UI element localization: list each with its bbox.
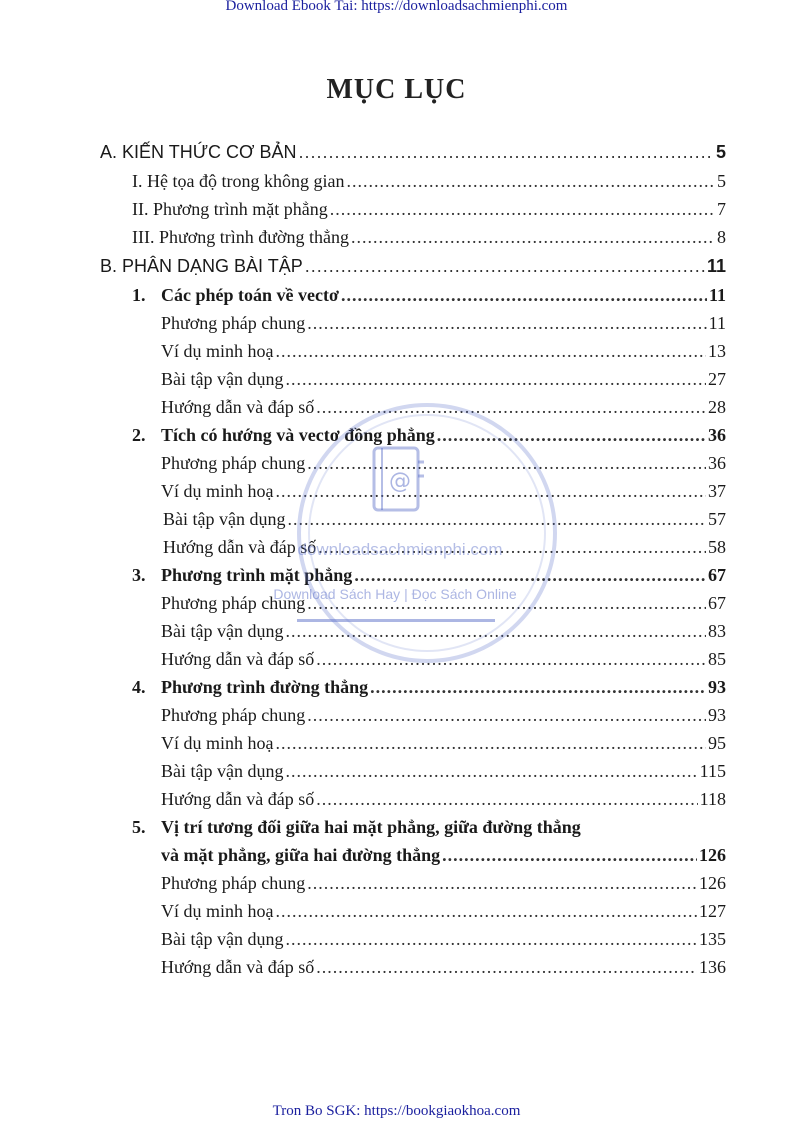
leader-dots — [285, 761, 697, 782]
toc-page-number: 93 — [708, 677, 726, 697]
watermark-site: downloadsachmienphi.com — [297, 540, 503, 559]
leader-dots — [316, 397, 706, 418]
toc-item[interactable] — [161, 397, 726, 423]
toc-item[interactable] — [161, 621, 726, 647]
toc-item[interactable] — [161, 453, 726, 479]
toc-page-number: 36 — [708, 425, 726, 445]
toc-page-number: 27 — [708, 369, 726, 389]
toc-page-number: 57 — [708, 509, 726, 529]
toc-item-label: Hướng dẫn và đáp số — [161, 789, 315, 809]
leader-dots — [316, 789, 697, 810]
toc-page-number: 5 — [717, 171, 726, 191]
toc-page-number: 11 — [706, 256, 726, 276]
toc-page-number: 136 — [699, 957, 726, 977]
toc-item-label: Bài tập vận dụng — [161, 761, 284, 781]
toc-page-number: 85 — [708, 649, 726, 669]
toc-page-number: 28 — [708, 397, 726, 417]
toc-section-label: A. KIẾN THỨC CƠ BẢN — [100, 142, 297, 162]
toc-page-number: 5 — [715, 142, 726, 162]
toc-chapter-4[interactable] — [132, 677, 726, 703]
toc-page-number: 67 — [708, 593, 726, 613]
toc-page-number: 8 — [717, 227, 726, 247]
toc-item-label: Hướng dẫn và đáp số — [163, 537, 317, 557]
toc-item-label: Phương pháp chung — [161, 705, 306, 725]
leader-dots — [354, 565, 706, 586]
leader-dots — [285, 369, 706, 390]
toc-page-number: 11 — [708, 313, 726, 333]
toc-item-label: Phương pháp chung — [161, 873, 306, 893]
chapter-number: 4. — [132, 677, 146, 697]
chapter-number: 3. — [132, 565, 146, 585]
toc-item-label: Phương pháp chung — [161, 453, 306, 473]
chapter-title: Các phép toán về vectơ — [161, 285, 339, 305]
leader-dots — [442, 845, 697, 866]
leader-dots — [330, 199, 715, 220]
leader-dots — [346, 171, 715, 192]
toc-item-label: Bài tập vận dụng — [163, 509, 286, 529]
toc-item-label: Hướng dẫn và đáp số — [161, 397, 315, 417]
chapter-title: Tích có hướng và vectơ đồng phẳng — [161, 425, 435, 445]
toc-page-number: 127 — [699, 901, 726, 921]
toc-item-label: III. Phương trình đường thẳng — [132, 227, 350, 247]
chapter-number: 5. — [132, 817, 146, 837]
watermark-underline — [297, 619, 495, 622]
leader-dots — [316, 957, 697, 978]
toc-page-number: 7 — [717, 199, 726, 219]
toc-item-label: Bài tập vận dụng — [161, 621, 284, 641]
toc-item[interactable] — [161, 929, 726, 955]
toc-page-number: 36 — [708, 453, 726, 473]
toc-page-number: 11 — [708, 285, 726, 305]
toc-page-number: 126 — [699, 845, 726, 865]
toc-page-number: 58 — [708, 537, 726, 557]
toc-page-number: 135 — [699, 929, 726, 949]
toc-section-b[interactable] — [100, 256, 726, 282]
toc-item-label: Ví dụ minh hoạ — [161, 341, 274, 361]
toc-page-number: 83 — [708, 621, 726, 641]
leader-dots — [285, 621, 706, 642]
toc-item[interactable] — [132, 199, 726, 225]
toc-item-label: Ví dụ minh hoạ — [161, 481, 274, 501]
leader-dots — [437, 425, 706, 446]
leader-dots — [285, 929, 697, 950]
toc-item-label: Bài tập vận dụng — [161, 369, 284, 389]
toc-section-a[interactable] — [100, 142, 726, 168]
toc-item-label: Ví dụ minh hoạ — [161, 733, 274, 753]
leader-dots — [307, 453, 706, 474]
leader-dots — [307, 873, 697, 894]
toc-item[interactable] — [161, 873, 726, 899]
chapter-number: 1. — [132, 285, 146, 305]
leader-dots — [307, 705, 706, 726]
toc-chapter-1[interactable] — [132, 285, 726, 311]
toc-item[interactable] — [161, 789, 726, 815]
leader-dots — [351, 227, 715, 248]
leader-dots — [276, 901, 698, 922]
toc-item[interactable] — [161, 901, 726, 927]
chapter-title: Phương trình đường thẳng — [161, 677, 369, 697]
toc-page-number: 67 — [708, 565, 726, 585]
toc-item-label: II. Phương trình mặt phẳng — [132, 199, 328, 219]
svg-text:@: @ — [389, 469, 411, 494]
toc-item[interactable] — [161, 341, 726, 367]
toc-page-number: 126 — [699, 873, 726, 893]
leader-dots — [276, 733, 707, 754]
toc-page-number: 93 — [708, 705, 726, 725]
toc-item-label: Hướng dẫn và đáp số — [161, 957, 315, 977]
chapter-title: Phương trình mặt phẳng — [161, 565, 353, 585]
page-title: MỤC LỤC — [326, 74, 467, 105]
toc-chapter-5-first-line[interactable] — [132, 817, 581, 838]
chapter-title: Vị trí tương đối giữa hai mặt phẳng, giữa đường thẳng — [161, 817, 581, 837]
leader-dots — [341, 285, 707, 306]
leader-dots — [276, 481, 707, 502]
toc-item[interactable] — [132, 171, 726, 197]
toc-item[interactable] — [161, 761, 726, 787]
toc-item-label: I. Hệ tọa độ trong không gian — [132, 171, 345, 191]
toc-page-number: 95 — [708, 733, 726, 753]
toc-item-label: Ví dụ minh hoạ — [161, 901, 274, 921]
leader-dots — [299, 142, 714, 163]
toc-item[interactable] — [161, 649, 726, 675]
toc-item-label: Phương pháp chung — [161, 313, 306, 333]
toc-item[interactable] — [163, 509, 726, 535]
toc-page-number: 13 — [708, 341, 726, 361]
chapter-title-continued: và mặt phẳng, giữa hai đường thẳng — [161, 845, 441, 865]
toc-page-number: 115 — [699, 761, 726, 781]
leader-dots — [307, 313, 706, 334]
toc-item-label: Hướng dẫn và đáp số — [161, 649, 315, 669]
toc-item[interactable] — [161, 733, 726, 759]
watermark-tagline: Download Sách Hay | Đọc Sách Online — [273, 586, 517, 602]
toc-chapter-5[interactable] — [161, 845, 726, 871]
toc-page-number: 118 — [699, 789, 726, 809]
toc-item[interactable] — [161, 957, 726, 983]
header-download-link[interactable]: Download Ebook Tai: https://downloadsachmienphi.com — [225, 0, 568, 14]
leader-dots — [305, 256, 705, 277]
toc-item[interactable] — [132, 227, 726, 253]
toc-item[interactable] — [161, 705, 726, 731]
leader-dots — [316, 649, 706, 670]
chapter-number: 2. — [132, 425, 146, 445]
toc-item[interactable] — [161, 369, 726, 395]
toc-item[interactable] — [161, 313, 726, 339]
toc-item-label: Bài tập vận dụng — [161, 929, 284, 949]
toc-chapter-2[interactable] — [132, 425, 726, 451]
footer-link[interactable]: Tron Bo SGK: https://bookgiaokhoa.com — [272, 1103, 521, 1119]
toc-item[interactable] — [161, 481, 726, 507]
toc-page-number: 37 — [708, 481, 726, 501]
leader-dots — [370, 677, 706, 698]
leader-dots — [287, 509, 706, 530]
leader-dots — [276, 341, 707, 362]
toc-item-label: Phương pháp chung — [161, 593, 306, 613]
toc-section-label: B. PHÂN DẠNG BÀI TẬP — [100, 256, 303, 276]
